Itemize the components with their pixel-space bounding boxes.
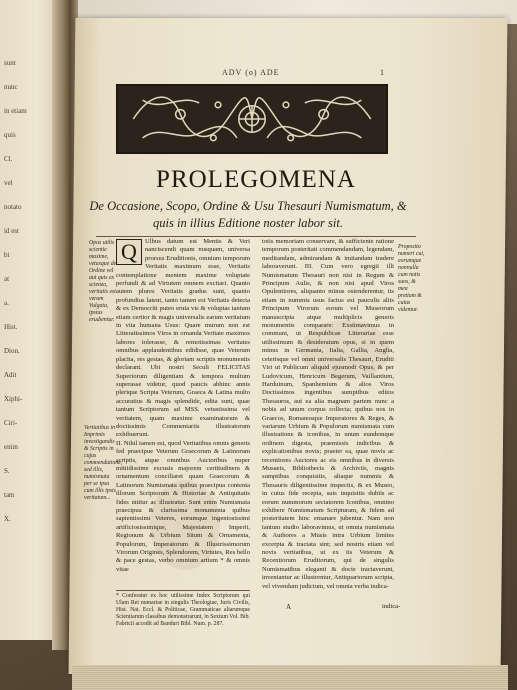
- page-number: 1: [380, 68, 384, 77]
- page-title: PROLEGOMENA: [156, 166, 356, 193]
- left-page-text-fragment: in etiam: [4, 107, 27, 115]
- left-page-text-fragment: notato: [4, 203, 22, 211]
- left-page-text-fragment: sunt: [4, 59, 16, 67]
- left-page-text-fragment: Hist.: [4, 323, 18, 331]
- left-page-text-fragment: quis: [4, 131, 16, 139]
- left-page-text-fragment: a.: [4, 299, 9, 307]
- left-page-text-fragment: S.: [4, 467, 10, 475]
- footnote: * Conferatur ex hoc utilissime Index Scriptorum qui Ulam Rei numariae in singulis Theologiae, Juris Civilis, Hist. Nat. Eccl. & Politicae, Grammaticae aliarumque Scientiarum classibus demonstrarunt, in Sextum Vol. Bib. Fabricii accedit ad Banduri Bibl. Num. p. 287.: [116, 590, 250, 628]
- paragraph: totis memoriam conservare, & sufficiente ratione temporum posteritati commendandam, legendam, meditandam, admirandam & imitandam tradere laboraverunt. III. Cum vero egregii illi Numismatum Thesauri non nisi in Regum & Principum Aulis, & non nisi apud Viros Opulentiores, aliquanto minus ostenderentur, iis etiam in nummis usus factus est pauculis aliis Principum Virorum eorum vel Museorum manuscripta atque multiplicis generis monumentis comparare: Exstimavimus in communi, ut Respublicae Litterariae esse utilissimum & desideratum opus, si in quem minus in Germania, Italia, Gallia, Anglia, ceterisque vel omni universalis Thesauri, Eruditi Viri ut Publicum aliquid ejusmodi Opus, & per Ludovicum, Henricum Begerum, Vaillantium, Harduinum, Spanhemium & alios Viros Doctissimos ingentibus sumptibus editos Thesauros, aut ea alia magnam partem nunc a nobis ad unum corpus collecta; quibus nos in Graecos, Romanosque Imperatores & Reges, & variarum Urbium & Populorum numismata cum illustratione & iconibus, in unum eundemque ordinem digesta, praemissis indicibus & explicationibus novis; praeter ea, quae novis ac recentiores Auctores ac eis omnibus in diversis Musaeis, Bibliothecis & Archiviis, magnis sumptibus conquisitis, aliaque nummis & Thesauris diligentissime inspectis, & ex Museo, in cuius fide recepta, suis inquisitis dubiis ac eorum nummorum sectatorem Iconibus, omnino exhibere Numismatum Scripturam, & fidem ad posteritatem hinc emanare jubentur. Nam non tantum studio laboravimus, ut omnia numismata & Authores a Musis intra Urbium limites excerpta & tractata sint; sed nostris etiam vel novis veritatibus, ut ex iis Veterum & Recentiorum Eruditorum, qui de singulis Numismatibus eleganti & docte tractaverunt, inveniantur ac illustrentur, Antiquariorum scripta, vel vivendum judicium, vel omnia verba indica-: [262, 238, 394, 590]
- left-page-text-fragment: Cl.: [4, 155, 13, 163]
- left-page-text-fragment: id est: [4, 227, 19, 235]
- left-page-text-fragment: vel: [4, 179, 13, 187]
- catchword: indica-: [382, 603, 401, 610]
- headpiece-ornament-icon: [118, 86, 386, 152]
- title-rule: [96, 236, 416, 237]
- signature-mark: A: [286, 603, 292, 611]
- paragraph: Ulbus datum est Mentis & Veri nanciscendi quam nusquam, universa prorsus Eruditionis, omnium temporum Veritatis maximum esse, Veritatis contemplatione mentem maxime voluptate perfundi & ad Virtutem omnem excitari. Quanto autem plures Veritatis gradus sunt, quanto profundius latent, tanto tamen est Veritatis detecta & ex Democriti puteo eruta vis & voluptas tantum etiam certior & magis universalis earum veritatum in vita humana Usus: Quare murum non est Litteratissimos Viros in ornanda Veritate maximos labores tolerasse, & remotissimas veritates omnibus applaudentibus edidisse, quae Veterum placita, res gestas, & gloriam scriptis monumentis declarant. Ubi nostri Seculi FELICITAS Superiorum diligentiam & tempora multum superasse videtur, quod paucis abhinc annis plerique Scripta Veterum, Graeca & Latina multo accuratius & magis splendide, edita sunt, quae tantum Scriptorum ad MSS. vetustissima vel veritatem, quam maxime examinatorum & doctissimis Commentariis illustratorum exhibuerunt.: [116, 238, 250, 439]
- left-page-text-fragment: Ciri-: [4, 419, 18, 427]
- left-page-text-fragment: at: [4, 275, 10, 283]
- margin-note-left: Opus utilis scientie maxime, vetusque de Ordine vel aut quis ex scienza, veritatis est veram Vulgata, ipsius erudientur.: [89, 240, 117, 323]
- left-page-text-fragment: bi: [4, 251, 10, 259]
- running-head: ADV (o) ADE: [222, 68, 280, 77]
- margin-note-right: Proposito numeri cui, eorumque nonnulla cum notis suos, & mea pretium & cuius videntur.: [398, 244, 425, 313]
- decorated-initial: Q: [116, 239, 142, 265]
- paragraph: II. Nihil tamen est, quod Veritatibus omnis generis fed praecipue Veterum Graecorum & Latinorum scriptis, atque omnibus Auctoribus nuper mitiidissime excusis majorem certitudinem & ornamentum conciliaret quam Graecorum & Latinorum Numismata quibus praecipua contenta illorum Scriptorum & Historiae & Antiquitatis fides nititur ac illustratur. Sunt enim Numismata praecipua & clarissima monumenta quibus sapientissimi Veteres, eorumque ingeniosissimi artificiosissimique, Majestatem Imperii, Regionum & Urbium Situm & Ornamenta, Populorum, Imperatorum & Illustrissimorum Virorum Origines, Splendorem, Virtutes, Res bello & pace gestas, verbo omnium artium * & omnis vitae: [116, 439, 250, 573]
- left-page-text-fragment: X.: [4, 515, 11, 523]
- page-edges: [72, 665, 508, 690]
- margin-note-left: Veritatibus in Imprimis investigandis & Scriptis in cujus commendatione, sed illis, numismata per se ipsa cum illis ipsis veritatum...: [84, 425, 123, 501]
- left-page-text-fragment: tam: [4, 491, 15, 499]
- left-page-text-fragment: Adit: [4, 371, 17, 379]
- ornamental-headpiece: [116, 84, 388, 154]
- left-page-text-fragment: Dion.: [4, 347, 20, 355]
- left-page-text-fragment: enim: [4, 443, 18, 451]
- subtitle: De Occasione, Scopo, Ordine & Usu Thesauri Numismatum, & quis in illius Editione noster labor sit.: [89, 199, 407, 230]
- left-page-text-fragment: nunc: [4, 83, 18, 91]
- left-page-text-fragment: Xiphi-: [4, 395, 23, 403]
- text-column-left: [116, 238, 250, 586]
- text-column-right: [262, 238, 394, 598]
